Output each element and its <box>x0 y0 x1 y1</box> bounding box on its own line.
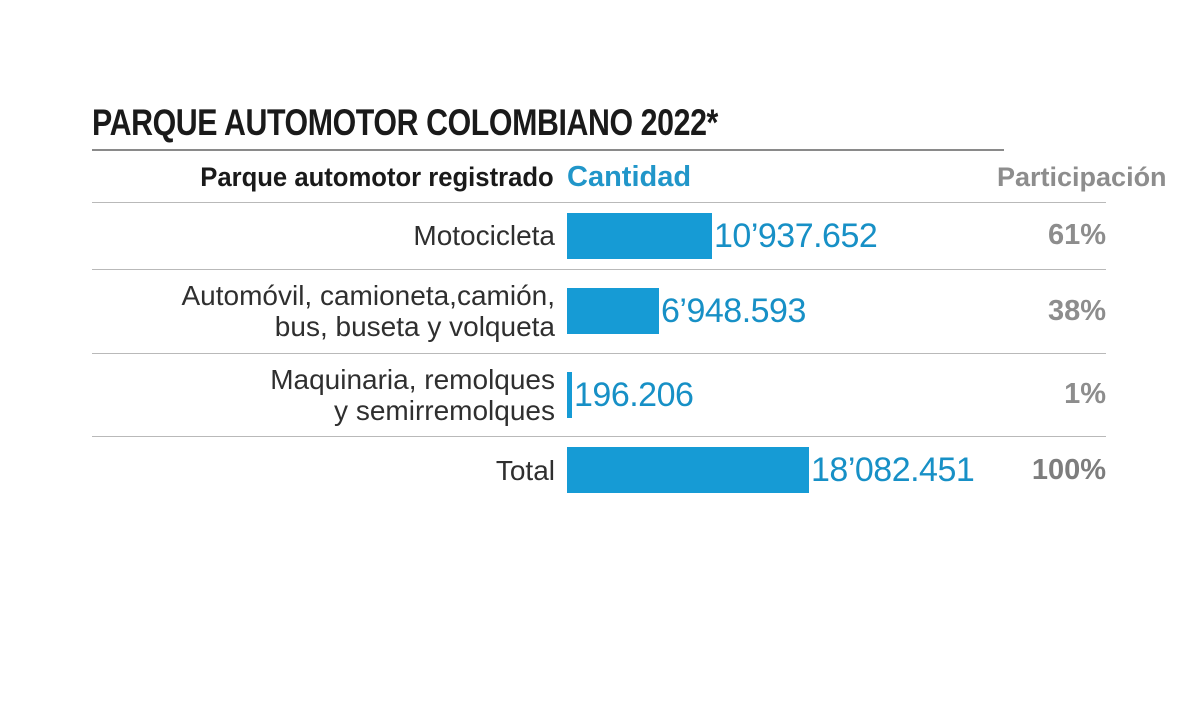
table-header-row <box>92 155 1106 203</box>
table-row-total <box>92 437 1106 504</box>
page-title: PARQUE AUTOMOTOR COLOMBIANO 2022* <box>92 102 718 143</box>
row-label-line1: Automóvil, camioneta,camión, <box>181 279 555 311</box>
row-share: 100% <box>997 437 1106 504</box>
chart-container <box>92 102 1167 503</box>
row-bar-cell <box>567 269 997 353</box>
row-label <box>92 269 567 353</box>
row-bar-cell <box>567 353 997 437</box>
table-row <box>92 269 1106 353</box>
bar <box>567 213 712 259</box>
row-label <box>92 353 567 437</box>
row-label-line2: y semirremolques <box>334 394 555 426</box>
bar <box>567 288 659 334</box>
row-label-line1: Total <box>495 454 555 486</box>
column-header-participacion: Participación <box>997 161 1167 192</box>
row-label <box>92 202 567 269</box>
row-label <box>92 437 567 504</box>
table-row <box>92 202 1106 269</box>
row-label-line2: bus, buseta y volqueta <box>274 311 555 343</box>
row-share: 38% <box>997 269 1106 353</box>
row-share: 1% <box>997 353 1106 437</box>
chart-table <box>92 155 1167 503</box>
row-share: 61% <box>997 202 1106 269</box>
column-header-registered: Parque automotor registrado <box>200 161 554 192</box>
bar-value-label: 196.206 <box>574 375 694 414</box>
bar <box>567 372 572 418</box>
row-label-line1: Motocicleta <box>413 220 555 252</box>
row-bar-cell <box>567 437 997 504</box>
title-divider <box>92 149 1004 151</box>
table-row <box>92 353 1106 437</box>
column-header-cantidad: Cantidad <box>567 160 692 193</box>
bar-value-label: 10’937.652 <box>714 216 878 255</box>
bar-value-label: 18’082.451 <box>811 451 975 490</box>
bar <box>567 447 809 493</box>
bar-value-label: 6’948.593 <box>661 292 806 331</box>
row-bar-cell <box>567 202 997 269</box>
row-label-line1: Maquinaria, remolques <box>270 363 555 395</box>
